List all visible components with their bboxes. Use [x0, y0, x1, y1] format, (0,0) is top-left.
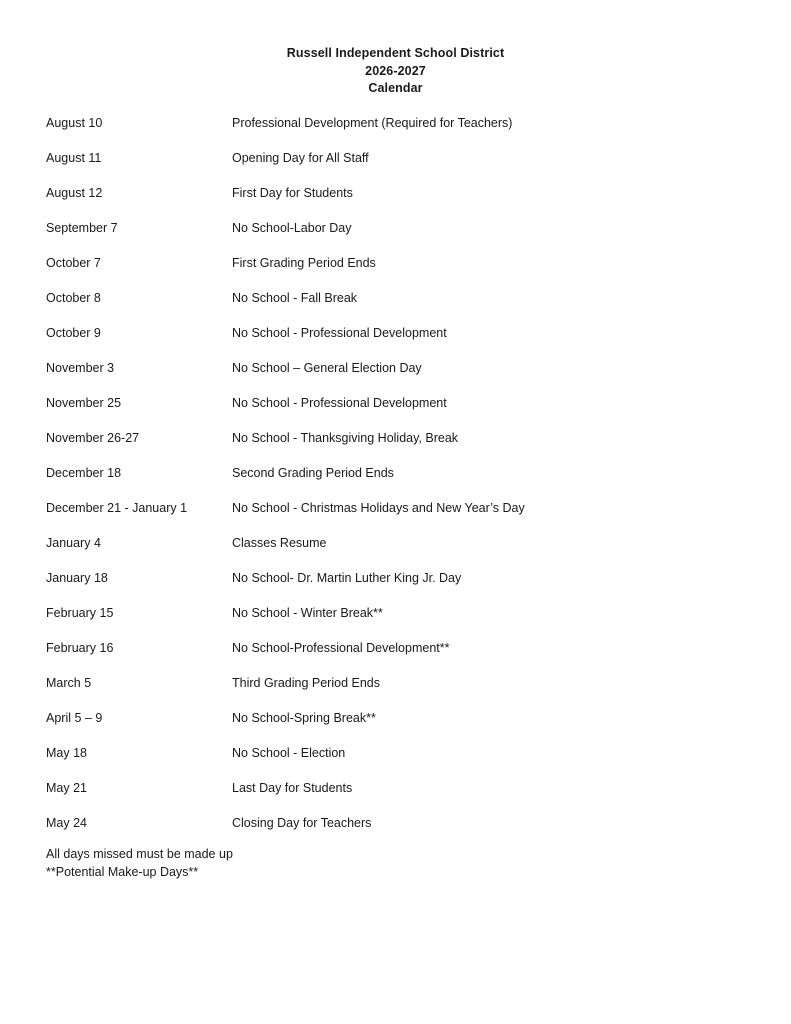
calendar-row-date: January 4 [46, 536, 101, 550]
calendar-row-date: November 25 [46, 396, 122, 410]
calendar-row-date: August 10 [46, 116, 103, 130]
calendar-row-event: No School- Dr. Martin Luther King Jr. Day [232, 571, 462, 585]
footer-note-potential-makeup: **Potential Make-up Days** [46, 864, 199, 879]
calendar-row [46, 571, 746, 606]
document-type: Calendar [368, 81, 423, 95]
calendar-row-event: Closing Day for Teachers [232, 816, 372, 830]
calendar-row-event: No School-Labor Day [232, 221, 352, 235]
calendar-row-event: No School-Spring Break** [232, 711, 376, 725]
calendar-row [46, 256, 746, 291]
calendar-row-date: August 11 [46, 151, 102, 165]
calendar-row-date: October 9 [46, 326, 101, 340]
calendar-row-date: September 7 [46, 221, 118, 235]
calendar-row [46, 326, 746, 361]
calendar-row-event: Third Grading Period Ends [232, 676, 380, 690]
school-year: 2026-2027 [365, 63, 426, 78]
calendar-row [46, 466, 746, 501]
calendar-row-event: No School - Professional Development [232, 396, 447, 410]
calendar-row [46, 221, 746, 256]
calendar-row-event: Professional Development (Required for Teachers) [232, 116, 513, 130]
calendar-row [46, 186, 746, 221]
calendar-row [46, 711, 746, 746]
calendar-row-date: May 24 [46, 816, 87, 830]
calendar-row [46, 501, 746, 536]
calendar-row-event: No School - Thanksgiving Holiday, Break [232, 431, 459, 445]
calendar-row [46, 291, 746, 326]
calendar-row [46, 746, 746, 781]
calendar-row [46, 396, 746, 431]
calendar-row-event: No School - Professional Development [232, 326, 447, 340]
calendar-row [46, 536, 746, 571]
calendar-row [46, 151, 746, 186]
calendar-row [46, 676, 746, 711]
calendar-row [46, 781, 746, 816]
calendar-row [46, 431, 746, 466]
calendar-row [46, 641, 746, 676]
calendar-row-event: No School - Fall Break [232, 291, 358, 305]
document-header [0, 45, 791, 98]
calendar-row-event: No School - Christmas Holidays and New Year’s Day [232, 501, 525, 515]
calendar-row-event: Second Grading Period Ends [232, 466, 394, 480]
calendar-row [46, 116, 746, 151]
calendar-row-event: First Day for Students [232, 186, 353, 200]
district-name: Russell Independent School District [286, 46, 505, 60]
calendar-row-event: Last Day for Students [232, 781, 353, 795]
calendar-row-event: Classes Resume [232, 536, 327, 550]
calendar-row-date: May 21 [46, 781, 87, 795]
document-footer [46, 846, 646, 881]
calendar-row-date: October 8 [46, 291, 101, 305]
calendar-row-date: February 16 [46, 641, 114, 655]
calendar-row-date: November 26-27 [46, 431, 140, 445]
calendar-row-date: August 12 [46, 186, 103, 200]
calendar-row-date: April 5 – 9 [46, 711, 103, 725]
calendar-row-date: February 15 [46, 606, 114, 620]
footer-note-makeup-days: All days missed must be made up [46, 847, 233, 861]
calendar-row-event: No School-Professional Development** [232, 641, 450, 655]
calendar-row-date: November 3 [46, 361, 115, 375]
calendar-row [46, 361, 746, 396]
calendar-row-date: December 21 - January 1 [46, 501, 188, 515]
calendar-row-date: December 18 [46, 466, 122, 480]
calendar-row-date: May 18 [46, 746, 87, 760]
calendar-row-event: No School - Winter Break** [232, 606, 383, 620]
calendar-row-date: March 5 [46, 676, 92, 690]
calendar-entries-list [46, 116, 746, 851]
calendar-row-event: Opening Day for All Staff [232, 151, 369, 165]
calendar-row-event: No School – General Election Day [232, 361, 422, 375]
calendar-row-date: October 7 [46, 256, 101, 270]
calendar-row-event: No School - Election [232, 746, 346, 760]
calendar-row-event: First Grading Period Ends [232, 256, 376, 270]
calendar-row-date: January 18 [46, 571, 108, 585]
calendar-row [46, 606, 746, 641]
